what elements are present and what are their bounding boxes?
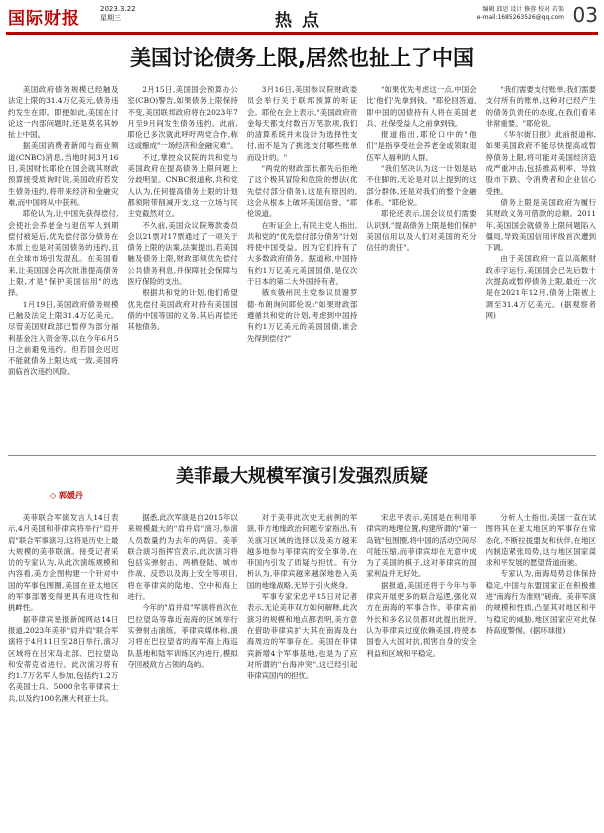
article-paragraph: 据悉,此次军演是自2015年以来规模最大的"肩并肩"演习,参演人员数量约为去年的两倍。美菲联合演习指挥官表示,此次演习将包括实弹射击、两栖登陆、城市作战、反恐以及海上安全等项目,将在菲律宾的陆地、空中和海上进行。: [127, 513, 238, 602]
article-paragraph: 俄亥俄州民主党参议员谢罗德·布朗询问耶伦说:"如果财政部遵循共和党的计划,考虑到中国持有约1万亿美元的美国国债,谁会先得到偿付?": [246, 288, 358, 343]
editor-credits: [477, 6, 564, 22]
article-paragraph: 对于美菲此次史无前例的军演,菲方地缘政治问题专家指出,有关演习区域的选择以及美方越来越多地参与菲律宾的安全事务,在菲国内引发了质疑与担忧。有分析认为,菲律宾越来越深地卷入美国的地缘战略,无异于引火烧身。: [246, 513, 358, 590]
article-paragraph: "如果优先考虑这一点,中国会比'他们'先拿到钱。"耶伦回答道,即中国的国债持有人将在美国老兵、社保受益人之前拿到钱。: [366, 85, 477, 128]
story1-column: [486, 84, 596, 450]
article-paragraph: 据美国消费者新闻与商业频道(CNBC)消息,当地时间3月16日,美国财长耶伦在国会就其财政预算接受质询时说,美国政府若发生债务违约,将带来经济和金融灾难,而中国将从中获利。: [8, 141, 119, 207]
story2-column: [127, 512, 237, 826]
article-paragraph: 军事专家宋忠平15日对记者表示,无论美菲双方如何解释,此次演习的规模和地点都表明,美方意在借助菲律宾扩大其在南海及台海周边的军事存在。美国在菲律宾新增4个军事基地,也是为了应对所谓的"台海冲突",这已经引起菲律宾国内的担忧。: [246, 592, 358, 681]
newspaper-logo: 国际财报: [8, 9, 80, 29]
article-paragraph: 不久前,美国众议院筹款委员会以21票对17票通过了一项关于债务上限的法案,法案提出,若美国触及债务上限,财政部须优先偿付公共债务利息,并保障社会保障与医疗保险的支出。: [127, 220, 238, 287]
masthead: [0, 0, 604, 34]
story1-column: [8, 84, 118, 450]
article-paragraph: 根据共和党的计划,他们希望优先偿付美国政府对持有美国国债的中国等国的义务,其后再偿还其他债务。: [127, 288, 238, 332]
article-paragraph: 分析人士指出,美国一直在试图将其在亚太地区的军事存在常态化,不断拉拢盟友和伙伴,在地区内制造紧张局势,这与地区国家谋求和平发展的愿望背道而驰。: [485, 513, 597, 568]
article-paragraph: "两党的财政部长都先后拒绝了这个极其冒险和危险的想法(优先偿付部分债务),这是有原因的,这会从根本上破坏美国信誉。"耶伦说道。: [246, 164, 358, 219]
editor-names: 编辑 邱思 设计 修蓉 校对 若渠: [482, 6, 564, 13]
issue-weekday: 星期三: [100, 14, 121, 22]
article-paragraph: 《华尔街日报》此前报道称,如果美国政府不能尽快提高或暂停债务上限,将可能对美国经济造成严重冲击,包括推高利率、导致股市下跌、令消费者和企业信心受挫。: [485, 130, 597, 196]
story2-column: [486, 512, 596, 826]
article-paragraph: 宋忠平表示,美国是在利用菲律宾的地理位置,构建所谓的"第一岛链"包围圈,将中国的活动空间尽可能压缩,而菲律宾却在无意中成为了美国的棋子,这对菲律宾的国家利益并无好处。: [366, 513, 477, 579]
article-paragraph: 2月15日,美国国会预算办公室(CBO)警告,如果债务上限保持不变,美国联邦政府将在2023年7月至9月间发生债务违约。此前,耶伦已多次就此呼吁两党合作,称这或酿成"一场经济和金融灾难"。: [127, 85, 238, 151]
section-title: 热点: [275, 11, 329, 31]
story2-column: [366, 512, 476, 826]
story1-headline: 美国讨论债务上限,居然也扯上了中国: [130, 46, 474, 70]
article-paragraph: 由于美国政府一直以高额财政赤字运行,美国国会已先后数十次提高或暂停债务上限,最近一次是在2021年12月,债务上限被上调至31.4万亿美元。(据观察者网): [485, 254, 597, 320]
contact-email: e-mail:1685263526@qq.com: [476, 14, 564, 21]
article-paragraph: 报道指出,耶伦口中的"他们"是指享受社会养老金或领取退伍军人福利的人群。: [366, 130, 477, 162]
story1-column: [366, 84, 476, 450]
article-paragraph: "我们需要支付账单,我们需要支付所有的账单,这种对已经产生的债务负责任的态度,在我们看来非常重要。"耶伦说。: [485, 85, 597, 128]
story1-column: [247, 84, 357, 450]
article-paragraph: 1月19日,美国政府债务规模已触及法定上限31.4万亿美元。尽管美国财政部已暂停为部分福利基金注入资金等,以在今年6月5日之前避免违约。但若国会迟迟不能就债务上限达成一致,美国将面临首次违约风险。: [8, 299, 119, 377]
article-paragraph: 耶伦认为,让中国先获得偿付,会使社会养老金与退伍军人到期偿付被延后,优先偿付部分债务在本质上也是对美国债务的违约,且在全球市场引发混乱。在美国看来,让美国国会再次批准提高债务上限,才是"保护美国信用"的选择。: [8, 209, 119, 298]
article-paragraph: 债务上限是美国政府为履行其财政义务可借款的总额。2011年,美国国会就债务上限问题陷入僵局,导致美国信用评级首次遭到下调。: [485, 197, 597, 253]
article-paragraph: 美国政府债务规模已经触及法定上限的31.4万亿美元,债务违约发生在即。即便如此,美国在讨论这一内部问题时,还是莫名其妙扯上中国。: [8, 85, 119, 140]
story2-column: [8, 512, 118, 826]
article-paragraph: 美菲联合军演发言人14日表示,4月美国和菲律宾将举行"肩并肩"联合军事演习,这将是历史上最大规模的美菲联演。接受记者采访的专家认为,从此次演练规模和内容看,美方企图构建一个针对中国的军事包围圈,美国在亚太地区的军事部署变得更具有进攻性和挑衅性。: [8, 513, 119, 613]
article-paragraph: 据菲律宾星报新闻网站14日报道,2023年美菲"肩并肩"联合军演将于4月11日至28日举行,演习区域将在吕宋岛北部、巴拉望岛和安蒂克省进行。此次演习将有约1.7万名军人参加,包括约1.2万名美国士兵、5000余名菲律宾士兵,以及约100名澳大利亚士兵。: [8, 614, 119, 703]
page-number: 03: [572, 3, 598, 27]
masthead-rule: [6, 32, 598, 35]
issue-date: 2023.3.22: [100, 5, 136, 13]
story-divider: [8, 455, 596, 456]
article-paragraph: 在听证会上,有民主党人指出,共和党的"优先偿付部分债务"计划将使中国受益。因为它们持有了大多数政府债务。据道称,中国持有约1万亿美元美国国债,是仅次于日本的第二大外国持有者。: [246, 220, 358, 287]
story2-column: [247, 512, 357, 826]
story2-headline: 美菲最大规模军演引发强烈质疑: [176, 466, 428, 487]
story1-column: [127, 84, 237, 450]
article-paragraph: "我们坚决认为这一计划是站不住脚的,无论是对以上提到的这部分群体,还是对我们的整个金融体系。"耶伦说。: [366, 164, 477, 207]
article-paragraph: 专家认为,南海局势总体保持稳定,中国与东盟国家正在积极推进"南海行为准则"磋商。美菲军演的规模和性质,凸显其对地区和平与稳定的威胁,地区国家应对此保持高度警惕。(据环球报): [485, 569, 597, 635]
story1-body: [8, 84, 596, 450]
article-paragraph: 今年的"肩并肩"军演将首次在巴拉望岛等靠近南海的区域举行实弹射击演练。菲律宾媒体称,演习将在巴拉望省的海军海上海巡队基地和陆军训练区内进行,模拟夺回被敌方占领的岛屿。: [127, 603, 238, 669]
article-paragraph: 3月16日,美国参议院财政委员会举行关于联邦预算的听证会。耶伦在会上表示,"美国政府资金每天都支付数百万笔款项,我们的清算系统并未设计为选择性支付,而不是为了挑选支付哪些账单而设计的。": [246, 85, 358, 162]
article-paragraph: 耶伦还表示,国会议员们需要认识到,"提高债务上限是他们保护美国信用以及人们对美国的充分信任的责任"。: [366, 209, 477, 253]
article-paragraph: 不过,掌控众议院的共和党与美国政府在提高债务上限问题上分歧明显。CNBC报道称,共和党人认为,任何提高债务上限的计划都须附带削减开支,这一立场与民主党截然对立。: [127, 152, 238, 219]
article-paragraph: 据报道,美国还将于今年与菲律宾开展更多的联合巡逻,强化双方在南海的军事合作。菲律宾前外长和多名议员都对此提出批评,认为菲律宾过度依赖美国,将使本国卷入大国对抗,损害自身的安全利益和区域和平稳定。: [366, 580, 477, 658]
story2-byline: ◇ 郭媛丹: [50, 491, 83, 500]
story2-body: [8, 512, 596, 826]
